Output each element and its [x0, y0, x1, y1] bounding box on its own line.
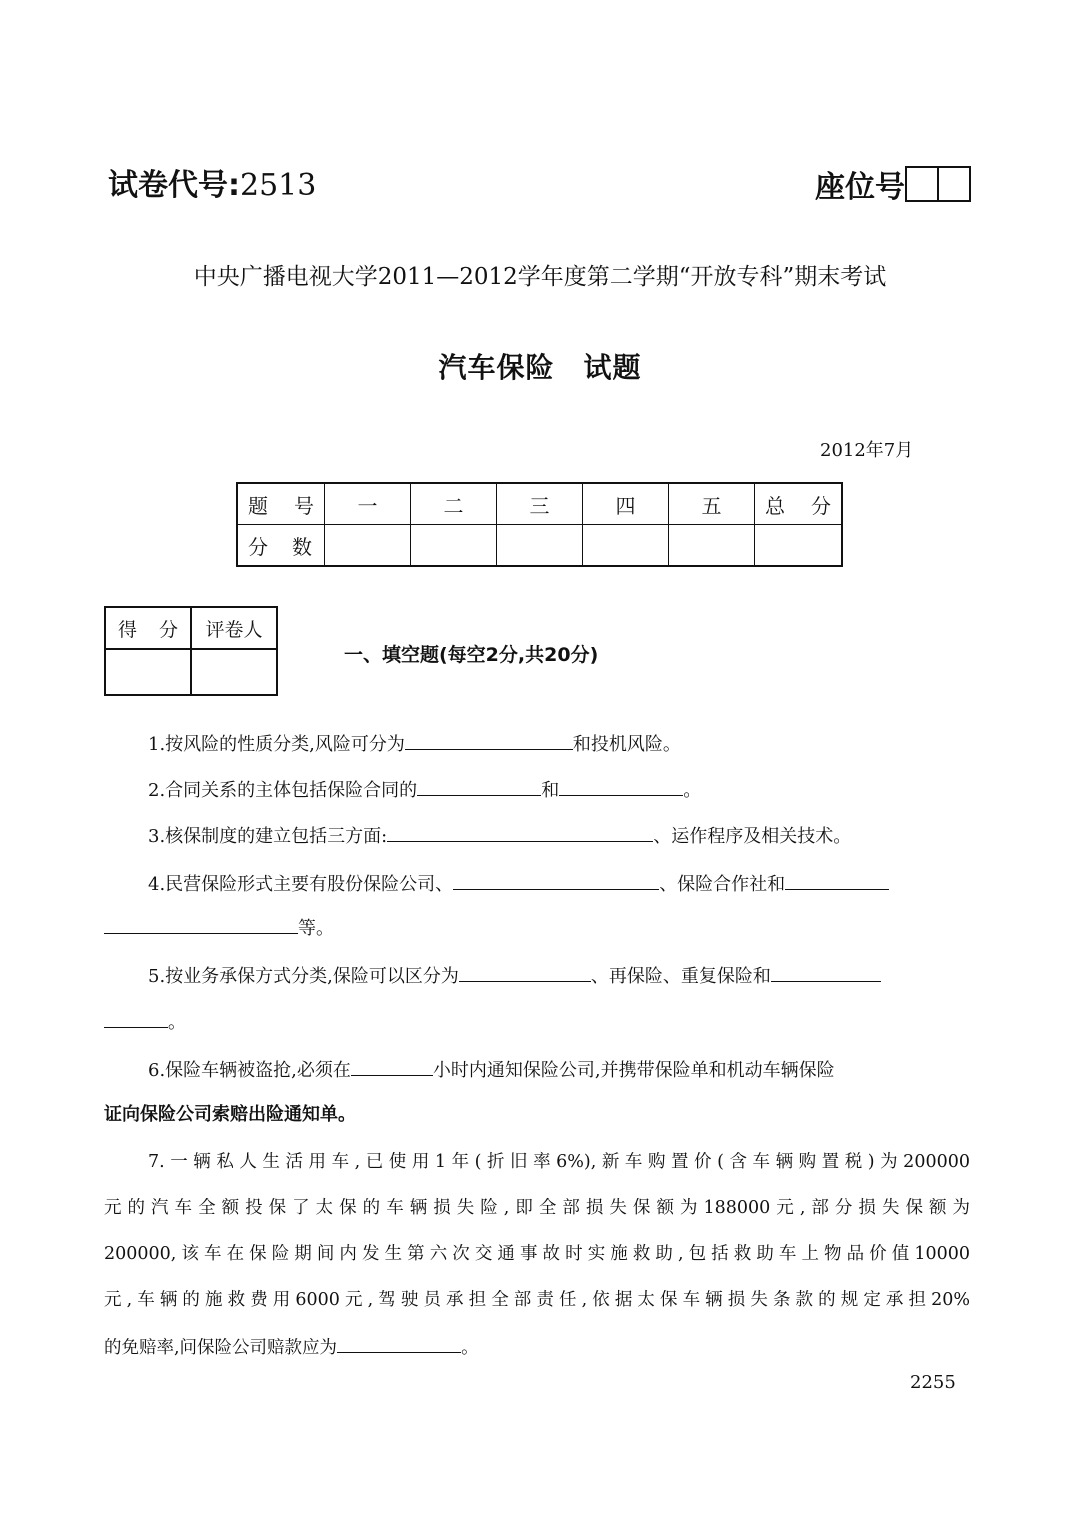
- exam-code-value: 2513: [240, 168, 317, 203]
- answer-blank: [559, 794, 683, 796]
- answer-blank: [104, 1026, 168, 1028]
- question-1: 1.按风险的性质分类,风险可分为 和投机风险。: [148, 734, 681, 755]
- question-7-line: 元,车辆的施救费用6000元,驾驶员承担全部责任,依据太保车辆损失条款的规定承担20%: [104, 1290, 970, 1310]
- exam-date: 2012年7月: [820, 440, 914, 461]
- answer-blank: [459, 980, 591, 982]
- answer-blank: [417, 794, 541, 796]
- question-2: 2.合同关系的主体包括保险合同的 和 。: [148, 780, 702, 801]
- grader-table: [104, 606, 278, 696]
- seat-number: [815, 162, 971, 206]
- question-7-last-line: 的免赔率,问保险公司赔款应为 。: [104, 1338, 479, 1358]
- score-table-cell: 四: [583, 483, 669, 525]
- seat-box: [905, 166, 939, 202]
- score-table-header-row: [237, 483, 842, 525]
- question-7-line: 元的汽车全额投保了太保的车辆损失险,即全部损失保额为188000元,部分损失保额为: [104, 1198, 970, 1218]
- score-entry-cell: [325, 525, 411, 567]
- score-entry-cell: [669, 525, 755, 567]
- grader-entry-cell: [191, 649, 277, 695]
- answer-blank: [785, 888, 889, 890]
- seat-box: [939, 166, 971, 202]
- score-table-cell: 三: [497, 483, 583, 525]
- page-title: 汽车保险 试题: [438, 351, 642, 384]
- grader-table-cell: 得 分: [105, 607, 191, 649]
- answer-blank: [337, 1351, 461, 1353]
- exam-code: [108, 160, 316, 204]
- institution-line: 中央广播电视大学2011—2012学年度第二学期“开放专科”期末考试: [193, 264, 887, 290]
- score-table-cell: 总 分: [755, 483, 843, 525]
- score-table-cell: 五: [669, 483, 755, 525]
- answer-blank: [771, 980, 881, 982]
- answer-blank: [453, 888, 659, 890]
- score-table-cell: 题 号: [237, 483, 325, 525]
- score-table-cell: 二: [411, 483, 497, 525]
- score-entry-cell: [411, 525, 497, 567]
- question-7-line: 200000,该车在保险期间内发生第六次交通事故时实施救助,包括救助车上物品价值10000: [104, 1244, 970, 1264]
- question-6: 6.保险车辆被盗抢,必须在 小时内通知保险公司,并携带保险单和机动车辆保险: [148, 1060, 835, 1081]
- score-table: [236, 482, 843, 567]
- score-table-score-row: [237, 525, 842, 567]
- score-entry-cell: [497, 525, 583, 567]
- page-number: 2255: [910, 1372, 956, 1393]
- grader-table-cell: 评卷人: [191, 607, 277, 649]
- question-6-continued: 证向保险公司索赔出险通知单。: [104, 1104, 356, 1125]
- score-table-cell: 分 数: [237, 525, 325, 567]
- answer-blank: [405, 748, 573, 750]
- grader-entry-cell: [105, 649, 191, 695]
- score-entry-cell: [583, 525, 669, 567]
- score-table-cell: 一: [325, 483, 411, 525]
- answer-blank: [387, 840, 653, 842]
- score-entry-cell: [755, 525, 843, 567]
- exam-code-label: 试卷代号:: [108, 168, 240, 203]
- answer-blank: [351, 1074, 433, 1076]
- question-3: 3.核保制度的建立包括三方面: 、运作程序及相关技术。: [148, 826, 852, 847]
- question-4: 4.民营保险形式主要有股份保险公司、 、保险合作社和: [148, 870, 889, 896]
- question-5-continued: 。: [104, 1008, 186, 1034]
- question-4-continued: 等。: [104, 914, 334, 940]
- question-5: 5.按业务承保方式分类,保险可以区分为 、再保险、重复保险和: [148, 962, 881, 988]
- seat-number-label: 座位号: [815, 170, 905, 205]
- section-title: 一、填空题(每空2分,共20分): [344, 644, 599, 666]
- question-7-line: 7.一辆私人生活用车,已使用1年(折旧率6%),新车购置价(含车辆购置税)为200000: [148, 1152, 970, 1172]
- answer-blank: [104, 932, 298, 934]
